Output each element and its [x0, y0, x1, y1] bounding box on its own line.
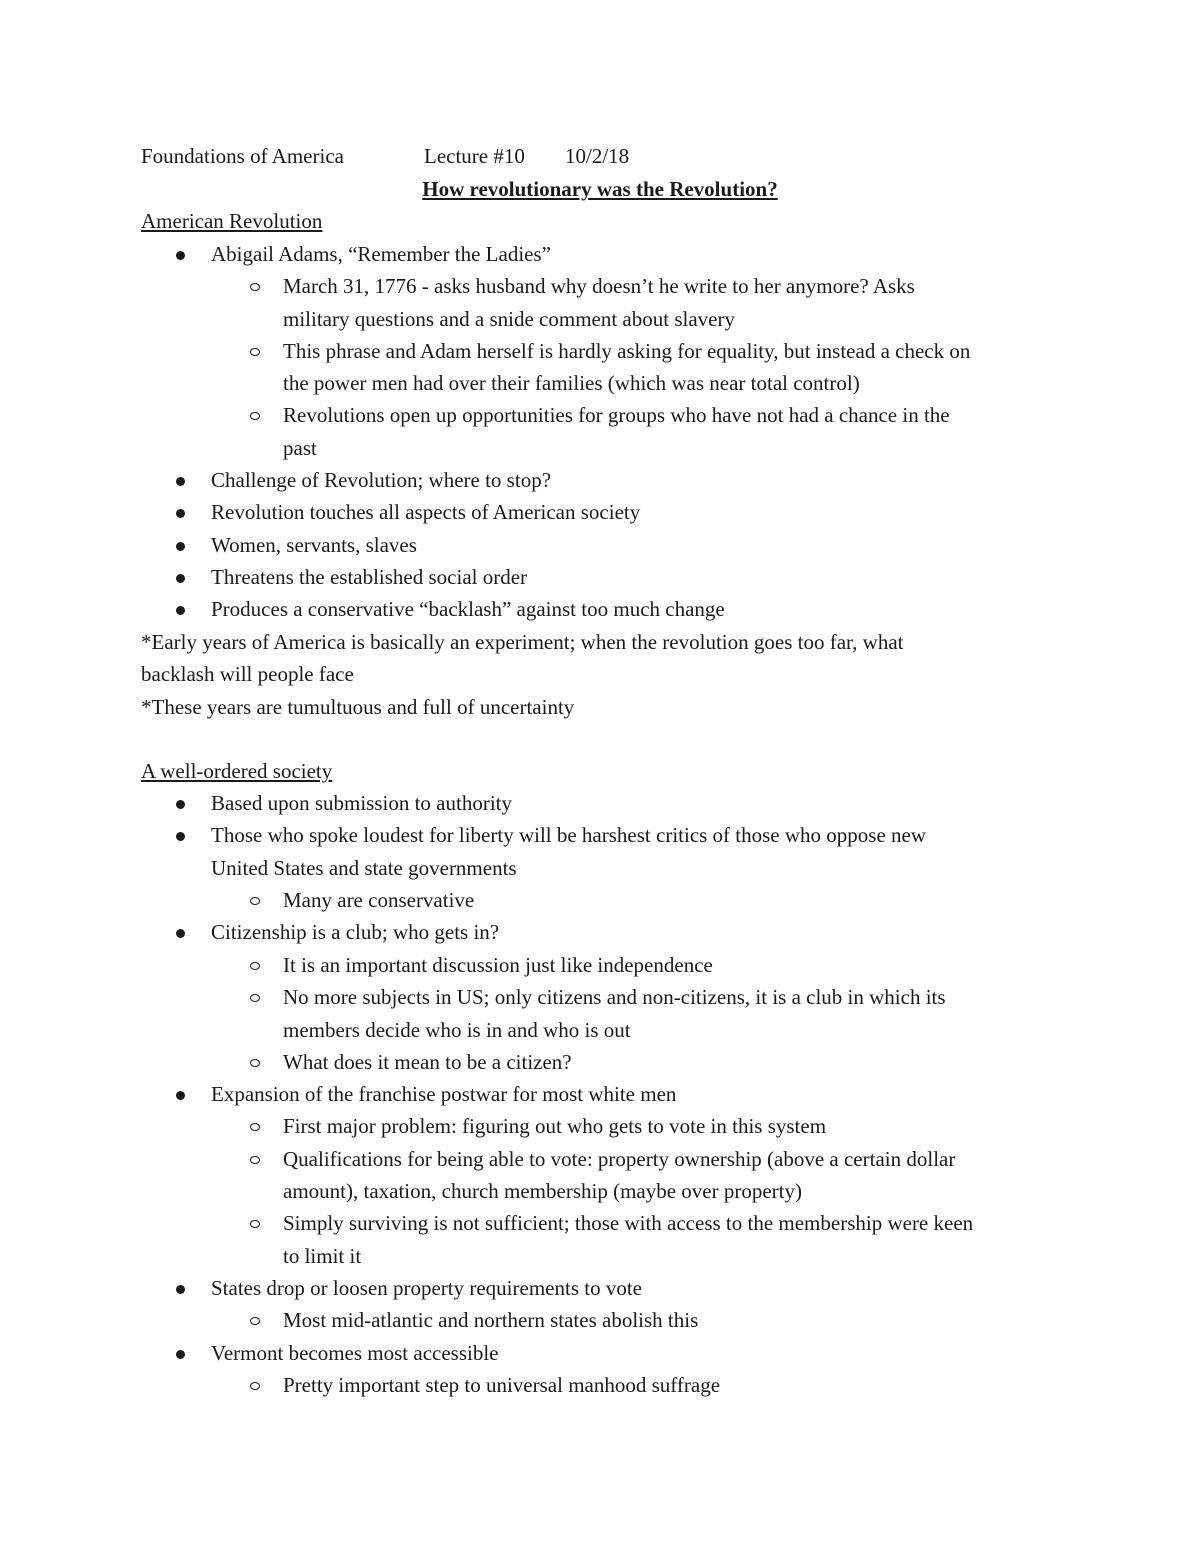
sub-bullet-icon [250, 897, 260, 905]
list-item: Many are conservative [283, 888, 475, 912]
sub-bullet-icon [250, 1156, 260, 1164]
list-item: Vermont becomes most accessible [211, 1341, 499, 1365]
list-item: No more subjects in US; only citizens and non-citizens, it is a club in which its [283, 985, 946, 1009]
bullet-icon [176, 1350, 185, 1359]
list-item: Threatens the established social order [211, 565, 528, 589]
note-line: *Early years of America is basically an experiment; when the revolution goes too far, what [141, 630, 904, 654]
list-item: March 31, 1776 - asks husband why doesn’t he write to her anymore? Asks [283, 274, 915, 298]
list-item-continuation: to limit it [283, 1244, 362, 1268]
list-item: Women, servants, slaves [211, 533, 417, 557]
list-item-continuation: past [283, 436, 317, 460]
note-line: backlash will people face [141, 662, 354, 686]
list-item: Revolution touches all aspects of American society [211, 500, 641, 524]
course-name: Foundations of America [141, 144, 344, 168]
bullet-icon [176, 832, 185, 841]
bullet-icon [176, 542, 185, 551]
sub-bullet-icon [250, 412, 260, 420]
lecture-number: Lecture #10 [424, 144, 525, 168]
bullet-icon [176, 800, 185, 809]
list-item: Abigail Adams, “Remember the Ladies” [211, 242, 551, 266]
lecture-date: 10/2/18 [565, 144, 630, 168]
list-item: States drop or loosen property requirements to vote [211, 1276, 642, 1300]
sub-bullet-icon [250, 283, 260, 291]
bullet-icon [176, 574, 185, 583]
list-item-continuation: military questions and a snide comment about slavery [283, 307, 735, 331]
list-item: Pretty important step to universal manhood suffrage [283, 1373, 721, 1397]
sub-bullet-icon [250, 1123, 260, 1131]
bullet-icon [176, 1285, 185, 1294]
sub-bullet-icon [250, 994, 260, 1002]
list-item: What does it mean to be a citizen? [283, 1050, 572, 1074]
bullet-icon [176, 251, 185, 260]
section-heading: A well-ordered society [141, 759, 333, 783]
list-item: This phrase and Adam herself is hardly asking for equality, but instead a check on [283, 339, 971, 363]
sub-bullet-icon [250, 1317, 260, 1325]
bullet-icon [176, 509, 185, 518]
list-item: Revolutions open up opportunities for groups who have not had a chance in the [283, 403, 950, 427]
bullet-icon [176, 929, 185, 938]
sub-bullet-icon [250, 962, 260, 970]
bullet-icon [176, 606, 185, 615]
list-item: Simply surviving is not sufficient; those with access to the membership were keen [283, 1211, 974, 1235]
list-item: Those who spoke loudest for liberty will be harshest critics of those who oppose new [211, 823, 927, 847]
list-item: Citizenship is a club; who gets in? [211, 920, 500, 944]
list-item: Based upon submission to authority [211, 791, 512, 815]
section-heading: American Revolution [141, 209, 323, 233]
list-item-continuation: members decide who is in and who is out [283, 1018, 631, 1042]
list-item: It is an important discussion just like independence [283, 953, 713, 977]
sub-bullet-icon [250, 1220, 260, 1228]
list-item: Challenge of Revolution; where to stop? [211, 468, 552, 492]
sub-bullet-icon [250, 1059, 260, 1067]
list-item-continuation: the power men had over their families (which was near total control) [283, 371, 860, 395]
list-item: Produces a conservative “backlash” against too much change [211, 597, 725, 621]
bullet-icon [176, 1091, 185, 1100]
list-item-continuation: United States and state governments [211, 856, 517, 880]
list-item: Most mid-atlantic and northern states abolish this [283, 1308, 699, 1332]
list-item: First major problem: figuring out who gets to vote in this system [283, 1114, 827, 1138]
list-item-continuation: amount), taxation, church membership (maybe over property) [283, 1179, 802, 1203]
sub-bullet-icon [250, 348, 260, 356]
list-item: Qualifications for being able to vote: property ownership (above a certain dollar [283, 1147, 956, 1171]
note-line: *These years are tumultuous and full of uncertainty [141, 695, 575, 719]
list-item: Expansion of the franchise postwar for most white men [211, 1082, 677, 1106]
sub-bullet-icon [250, 1382, 260, 1390]
bullet-icon [176, 477, 185, 486]
page-title: How revolutionary was the Revolution? [422, 177, 778, 201]
